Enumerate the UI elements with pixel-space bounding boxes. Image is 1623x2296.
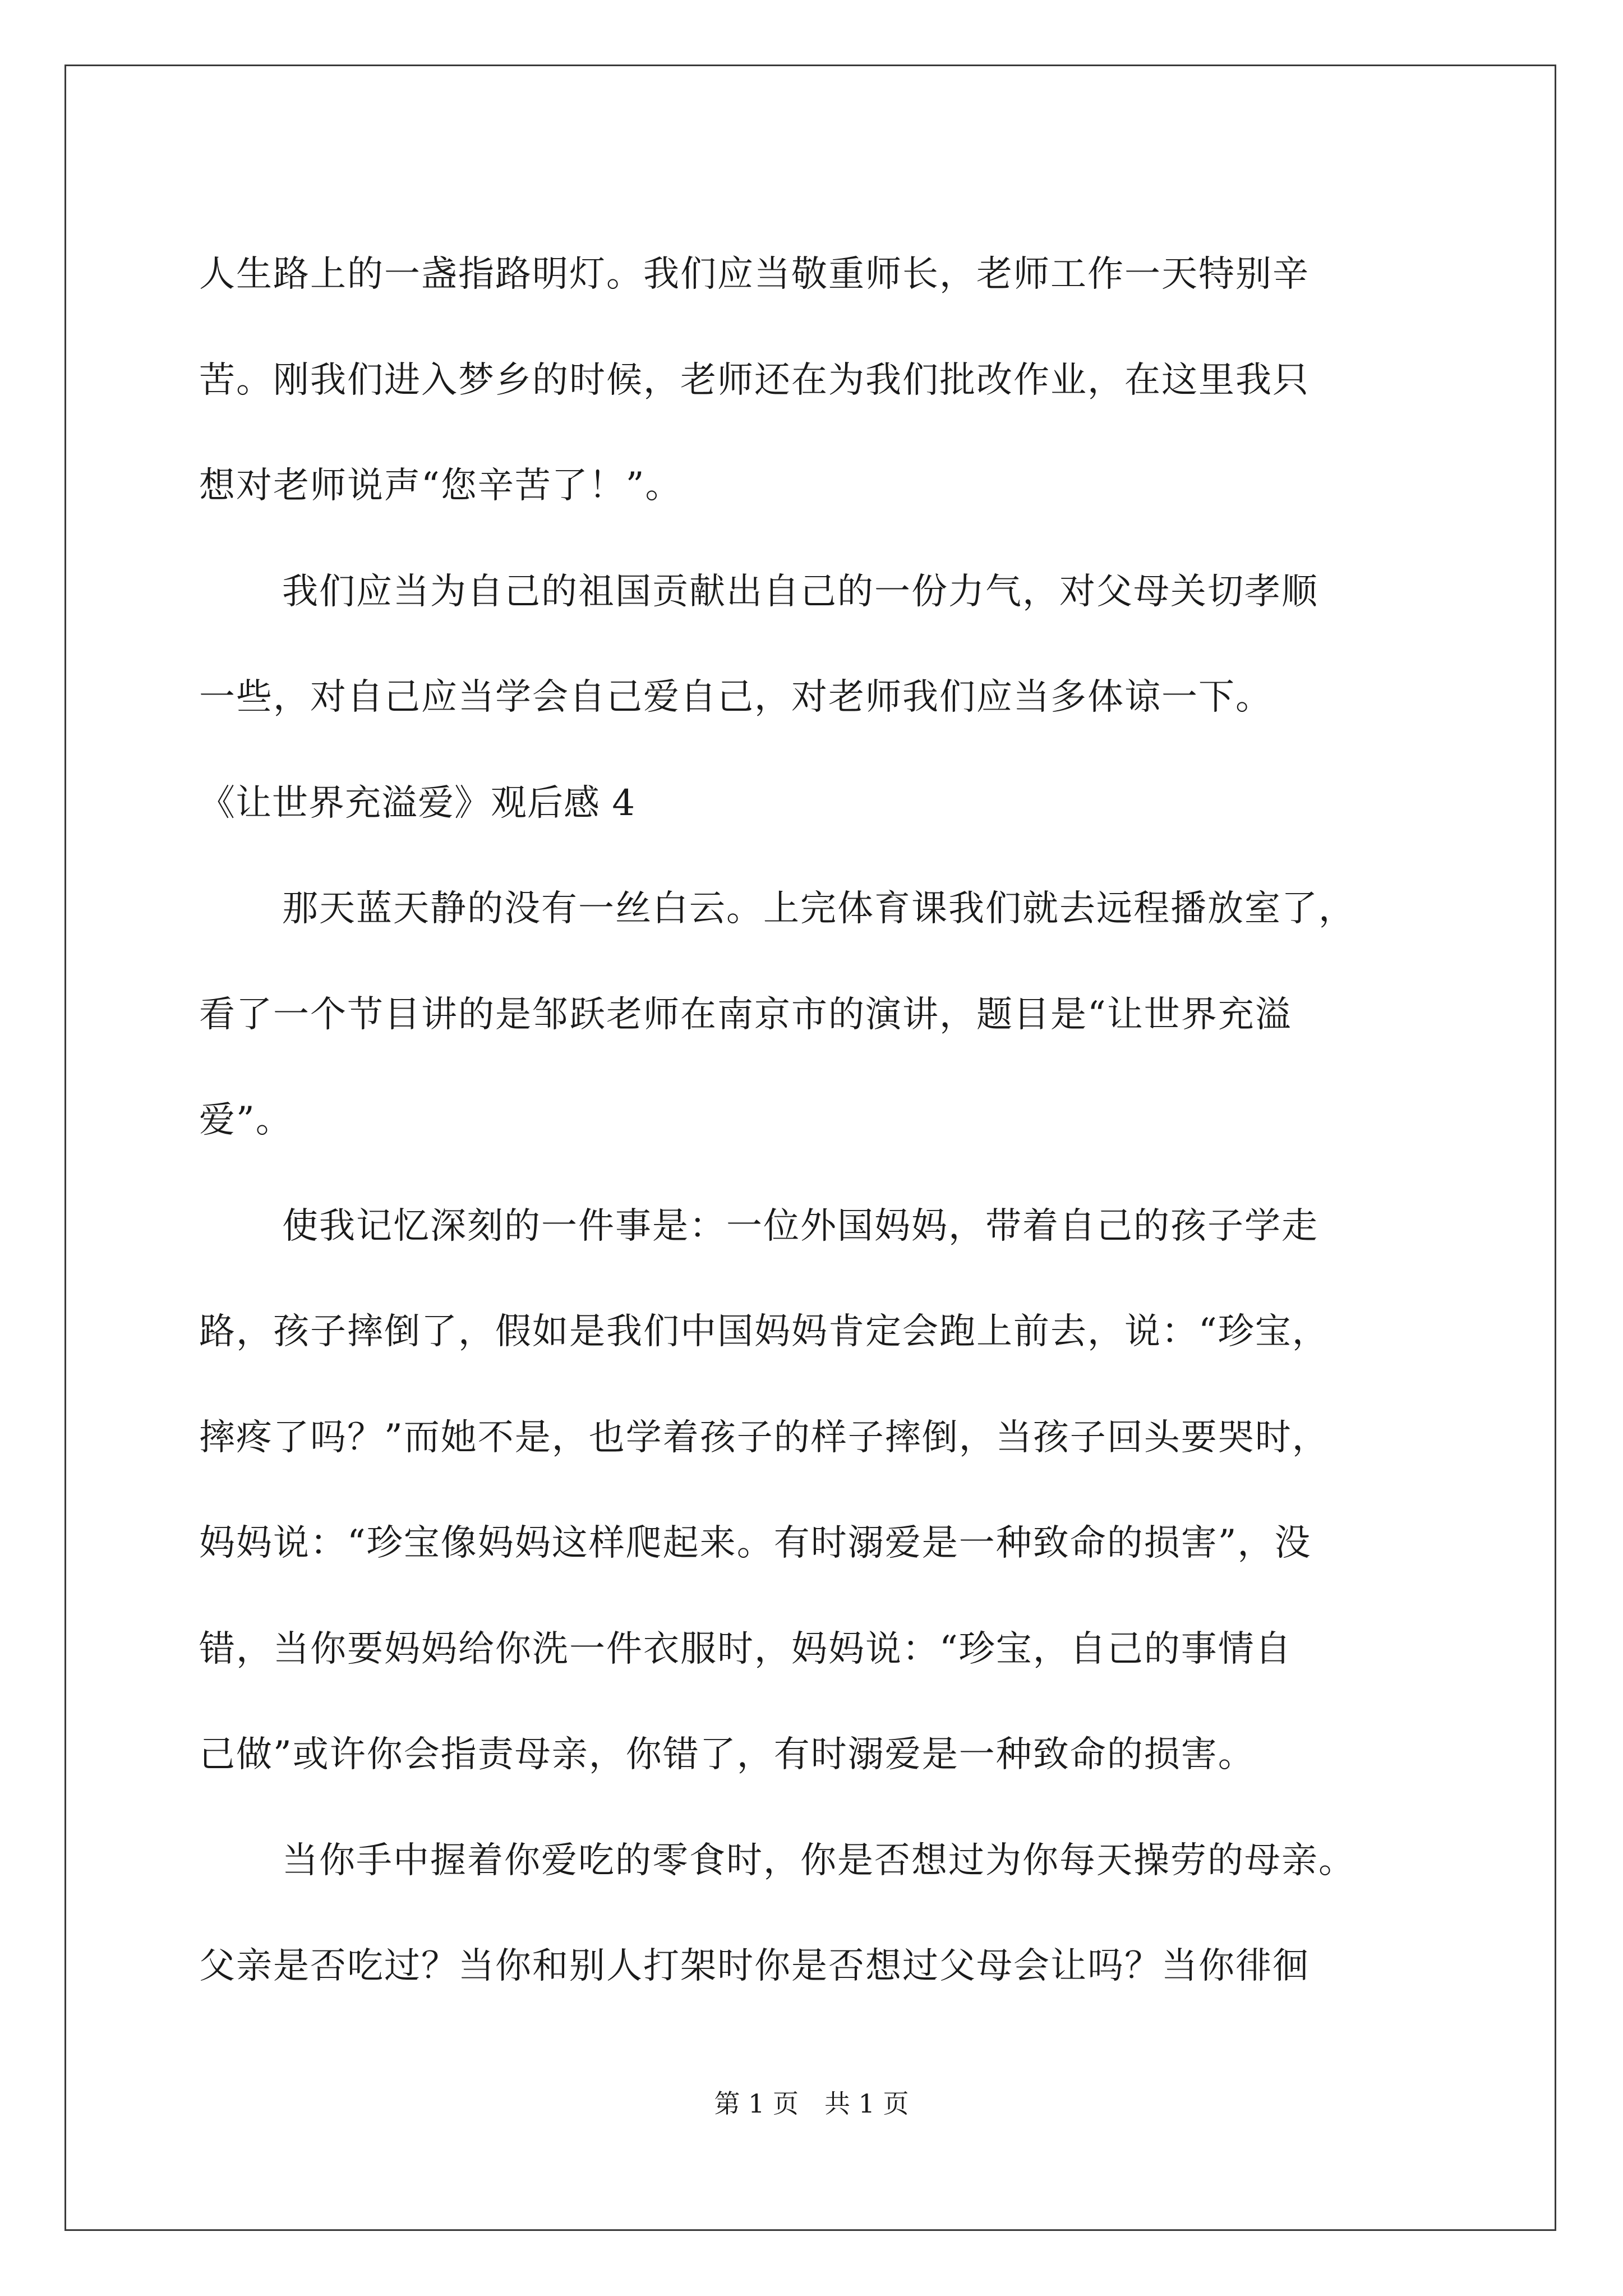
text-line: 妈妈说：“珍宝像妈妈这样爬起来。有时溺爱是一种致命的损害”，没 <box>199 1522 1312 1564</box>
paragraph-start-line: 使我记忆深刻的一件事是：一位外国妈妈，带着自己的孩子学走 <box>282 1205 1318 1247</box>
page-total: 共 1 页 <box>824 2088 909 2119</box>
text-line: 摔疼了吗？”而她不是，也学着孩子的样子摔倒，当孩子回头要哭时， <box>199 1416 1329 1458</box>
text-line: 己做”或许你会指责母亲，你错了，有时溺爱是一种致命的损害。 <box>199 1734 1255 1775</box>
text-line: 父亲是否吃过？当你和别人打架时你是否想过父母会让吗？当你徘徊 <box>199 1945 1310 1987</box>
text-line: 人生路上的一盏指路明灯。我们应当敬重师长，老师工作一天特别辛 <box>199 254 1310 295</box>
paragraph-start-line: 我们应当为自己的祖国贡献出自己的一份力气，对父母关切孝顺 <box>282 570 1318 613</box>
document-body <box>199 222 1467 2019</box>
text-line: 想对老师说声“您辛苦了！”。 <box>199 465 683 507</box>
text-line: 路，孩子摔倒了，假如是我们中国妈妈肯定会跑上前去，说：“珍宝， <box>199 1311 1329 1352</box>
text-line: 苦。刚我们进入梦乡的时候，老师还在为我们批改作业，在这里我只 <box>199 359 1310 401</box>
section-heading: 《让世界充溢爱》观后感 4 <box>199 782 636 824</box>
text-line: 错，当你要妈妈给你洗一件衣服时，妈妈说：“珍宝，自己的事情自 <box>199 1628 1292 1670</box>
text-line: 一些，对自己应当学会自己爱自己，对老师我们应当多体谅一下。 <box>199 677 1272 718</box>
page-footer <box>0 2087 1623 2120</box>
text-line: 爱”。 <box>199 1099 293 1141</box>
text-line: 看了一个节目讲的是邹跃老师在南京市的演讲，题目是“让世界充溢 <box>199 993 1292 1036</box>
page-number: 第 1 页 <box>714 2088 799 2119</box>
paragraph-start-line: 那天蓝天静的没有一丝白云。上完体育课我们就去远程播放室了， <box>282 888 1355 930</box>
paragraph-start-line: 当你手中握着你爱吃的零食时，你是否想过为你每天操劳的母亲。 <box>282 1839 1355 1881</box>
